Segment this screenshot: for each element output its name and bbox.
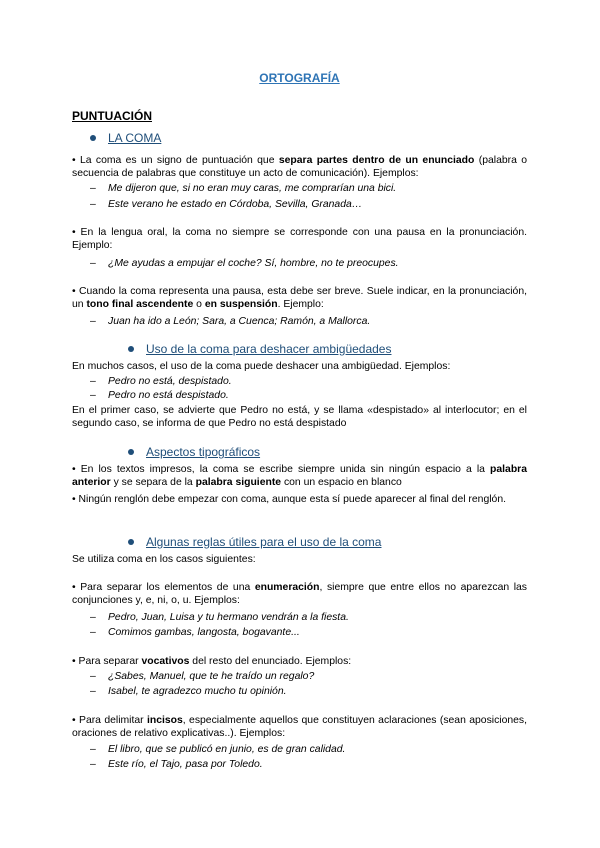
paragraph-explicacion: En el primer caso, se advierte que Pedro no está, y se llama «despistado» al interlocutor; en el segundo caso, se informa de que Pedro no está despistado [72,405,527,430]
paragraph-pausa: • Cuando la coma representa una pausa, esta debe ser breve. Suele indicar, en la pronunciación, un tono final ascendente o en suspensión. Ejemplo: [72,286,527,311]
example-item: – Pedro no está, despistado. [90,376,232,387]
subheading-la-coma: LA COMA [90,132,161,145]
paragraph-definition: • La coma es un signo de puntuación que separa partes dentro de un enunciado (palabra o secuencia de palabras que constituye un acto de comunicación). Ejemplos: [72,155,527,180]
example-item: – Juan ha ido a León; Sara, a Cuenca; Ramón, a Mallorca. [90,316,371,327]
section-heading: PUNTUACIÓN [72,109,152,123]
paragraph-vocativos: • Para separar vocativos del resto del enunciado. Ejemplos: [72,656,352,667]
bullet-dot-icon [128,539,134,545]
example-item: – El libro, que se publicó en junio, es de gran calidad. [90,744,346,755]
example-item: – Me dijeron que, si no eran muy caras, me comprarían una bici. [90,183,397,194]
page-title: ORTOGRAFÍA [259,71,340,85]
paragraph-oral: • En la lengua oral, la coma no siempre se corresponde con una pausa en la pronunciación. Ejemplo: [72,227,527,252]
subheading-ambiguedades: Uso de la coma para deshacer ambigüedades [128,343,391,356]
bullet-dot-icon [90,135,96,141]
example-item: – Isabel, te agradezco mucho tu opinión. [90,686,287,697]
paragraph-casos: Se utiliza coma en los casos siguientes: [72,554,256,565]
example-item: – ¿Sabes, Manuel, que te he traído un regalo? [90,671,315,682]
example-item: – Comimos gambas, langosta, bogavante... [90,627,300,638]
paragraph-incisos: • Para delimitar incisos, especialmente aquellos que constituyen aclaraciones (sean aposiciones, oraciones de relativo explicativas..). Ejemplos: [72,715,527,740]
bullet-dot-icon [128,449,134,455]
example-item: – ¿Me ayudas a empujar el coche? Sí, hombre, no te preocupes. [90,258,399,269]
subheading-reglas: Algunas reglas útiles para el uso de la coma [128,536,381,549]
paragraph-enumeracion: • Para separar los elementos de una enumeración, siempre que entre ellos no aparezcan las conjunciones y, e, ni, o, u. Ejemplos: [72,582,527,607]
paragraph-ambiguedad: En muchos casos, el uso de la coma puede deshacer una ambigüedad. Ejemplos: [72,361,451,372]
bullet-dot-icon [128,346,134,352]
paragraph-impresos: • En los textos impresos, la coma se escribe siempre unida sin ningún espacio a la palabra anterior y se separa de la palabra siguiente con un espacio en blanco [72,464,527,489]
example-item: – Este río, el Tajo, pasa por Toledo. [90,759,263,770]
paragraph-renglon: • Ningún renglón debe empezar con coma, aunque esta sí puede aparecer al final del renglón. [72,494,506,505]
example-item: – Pedro no está despistado. [90,390,229,401]
example-item: – Pedro, Juan, Luisa y tu hermano vendrán a la fiesta. [90,612,349,623]
example-item: – Este verano he estado en Córdoba, Sevilla, Granada… [90,199,363,210]
subheading-tipograficos: Aspectos tipográficos [128,446,260,459]
